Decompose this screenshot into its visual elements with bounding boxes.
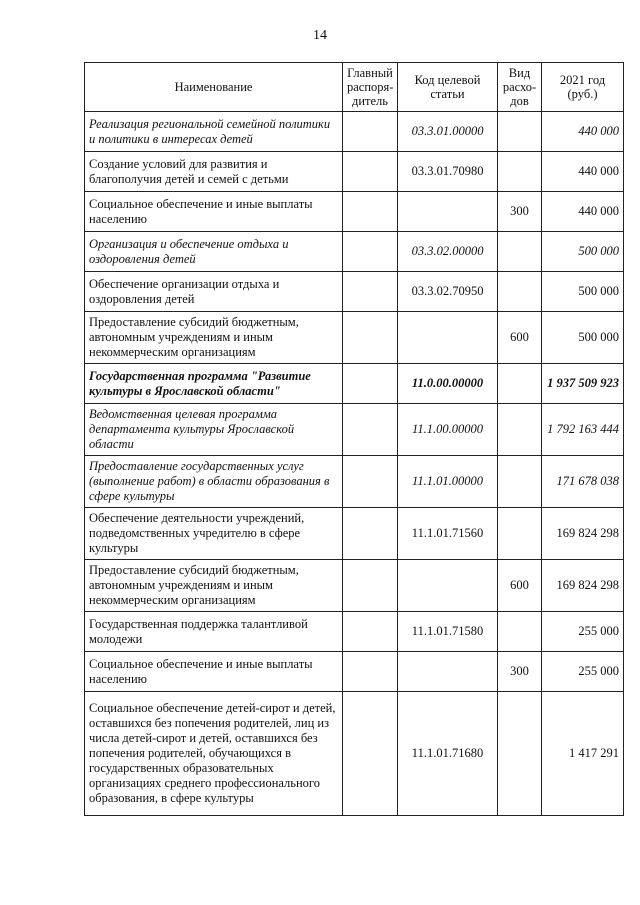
table-row: [85, 112, 624, 152]
table-row: [85, 152, 624, 192]
table-row: [85, 652, 624, 692]
cell-type: [498, 404, 542, 456]
cell-type: [498, 692, 542, 816]
cell-amount: 440 000: [542, 152, 624, 192]
cell-code: [398, 312, 498, 364]
cell-manager: [343, 272, 398, 312]
table-row: [85, 192, 624, 232]
cell-type: [498, 272, 542, 312]
table-row: [85, 272, 624, 312]
cell-name: Социальное обеспечение детей-сирот и детей, оставшихся без попечения родителей, лиц из числа детей-сирот и детей, оставшихся без попечения родителей, обучающихся в государственных образовательных организациях среднего профессионального образования, в сфере культуры: [85, 692, 343, 816]
cell-amount: 440 000: [542, 192, 624, 232]
cell-code: 11.1.01.71560: [398, 508, 498, 560]
budget-table: [84, 62, 624, 816]
table-body: [85, 112, 624, 816]
cell-amount: 1 792 163 444: [542, 404, 624, 456]
cell-code: 11.1.00.00000: [398, 404, 498, 456]
page-number: 14: [313, 28, 327, 43]
cell-manager: [343, 364, 398, 404]
cell-amount: 169 824 298: [542, 508, 624, 560]
cell-manager: [343, 152, 398, 192]
cell-amount: 1 937 509 923: [542, 364, 624, 404]
cell-type: [498, 508, 542, 560]
cell-manager: [343, 312, 398, 364]
cell-amount: 440 000: [542, 112, 624, 152]
cell-amount: 500 000: [542, 272, 624, 312]
table-row: [85, 456, 624, 508]
cell-amount: 255 000: [542, 652, 624, 692]
cell-manager: [343, 652, 398, 692]
cell-code: 11.1.01.71680: [398, 692, 498, 816]
cell-code: 03.3.02.00000: [398, 232, 498, 272]
table-row: [85, 232, 624, 272]
cell-manager: [343, 692, 398, 816]
cell-manager: [343, 404, 398, 456]
cell-manager: [343, 612, 398, 652]
cell-code: 11.1.01.00000: [398, 456, 498, 508]
cell-name: Реализация региональной семейной политики и политики в интересах детей: [85, 112, 343, 152]
cell-name: Предоставление государственных услуг (выполнение работ) в области образования в сфере культуры: [85, 456, 343, 508]
cell-manager: [343, 560, 398, 612]
cell-amount: 500 000: [542, 232, 624, 272]
cell-code: 11.1.01.71580: [398, 612, 498, 652]
cell-name: Организация и обеспечение отдыха и оздоровления детей: [85, 232, 343, 272]
cell-manager: [343, 232, 398, 272]
cell-type: [498, 152, 542, 192]
cell-type: 300: [498, 192, 542, 232]
cell-code: [398, 560, 498, 612]
cell-type: 300: [498, 652, 542, 692]
table-row: [85, 612, 624, 652]
header-type: Вид расхо-дов: [498, 63, 542, 112]
cell-code: 03.3.02.70950: [398, 272, 498, 312]
cell-type: [498, 612, 542, 652]
table-header-row: [85, 63, 624, 112]
cell-name: Обеспечение деятельности учреждений, подведомственных учредителю в сфере культуры: [85, 508, 343, 560]
cell-code: [398, 192, 498, 232]
cell-name: Предоставление субсидий бюджетным, автономным учреждениям и иным некоммерческим организациям: [85, 312, 343, 364]
cell-type: [498, 456, 542, 508]
table-row: [85, 312, 624, 364]
table-row: [85, 560, 624, 612]
cell-type: [498, 112, 542, 152]
cell-manager: [343, 112, 398, 152]
cell-type: 600: [498, 312, 542, 364]
cell-manager: [343, 192, 398, 232]
cell-name: Социальное обеспечение и иные выплаты населению: [85, 652, 343, 692]
table-row: [85, 404, 624, 456]
cell-amount: 255 000: [542, 612, 624, 652]
cell-code: 11.0.00.00000: [398, 364, 498, 404]
cell-name: Государственная поддержка талантливой молодежи: [85, 612, 343, 652]
cell-type: [498, 232, 542, 272]
table-row: [85, 364, 624, 404]
cell-name: Создание условий для развития и благополучия детей и семей с детьми: [85, 152, 343, 192]
cell-code: 03.3.01.70980: [398, 152, 498, 192]
header-amount: 2021 год (руб.): [542, 63, 624, 112]
cell-name: Обеспечение организации отдыха и оздоровления детей: [85, 272, 343, 312]
cell-name: Государственная программа "Развитие культуры в Ярославской области": [85, 364, 343, 404]
cell-code: 03.3.01.00000: [398, 112, 498, 152]
table-row: [85, 508, 624, 560]
cell-type: 600: [498, 560, 542, 612]
header-name: Наименование: [85, 63, 343, 112]
cell-code: [398, 652, 498, 692]
table-row: [85, 692, 624, 816]
cell-amount: 171 678 038: [542, 456, 624, 508]
cell-name: Предоставление субсидий бюджетным, автономным учреждениям и иным некоммерческим организациям: [85, 560, 343, 612]
header-code: Код целевой статьи: [398, 63, 498, 112]
cell-amount: 500 000: [542, 312, 624, 364]
cell-name: Ведомственная целевая программа департамента культуры Ярославской области: [85, 404, 343, 456]
header-manager: Главный распоря-дитель: [343, 63, 398, 112]
cell-type: [498, 364, 542, 404]
cell-manager: [343, 456, 398, 508]
cell-amount: 1 417 291: [542, 692, 624, 816]
cell-manager: [343, 508, 398, 560]
cell-name: Социальное обеспечение и иные выплаты населению: [85, 192, 343, 232]
cell-amount: 169 824 298: [542, 560, 624, 612]
